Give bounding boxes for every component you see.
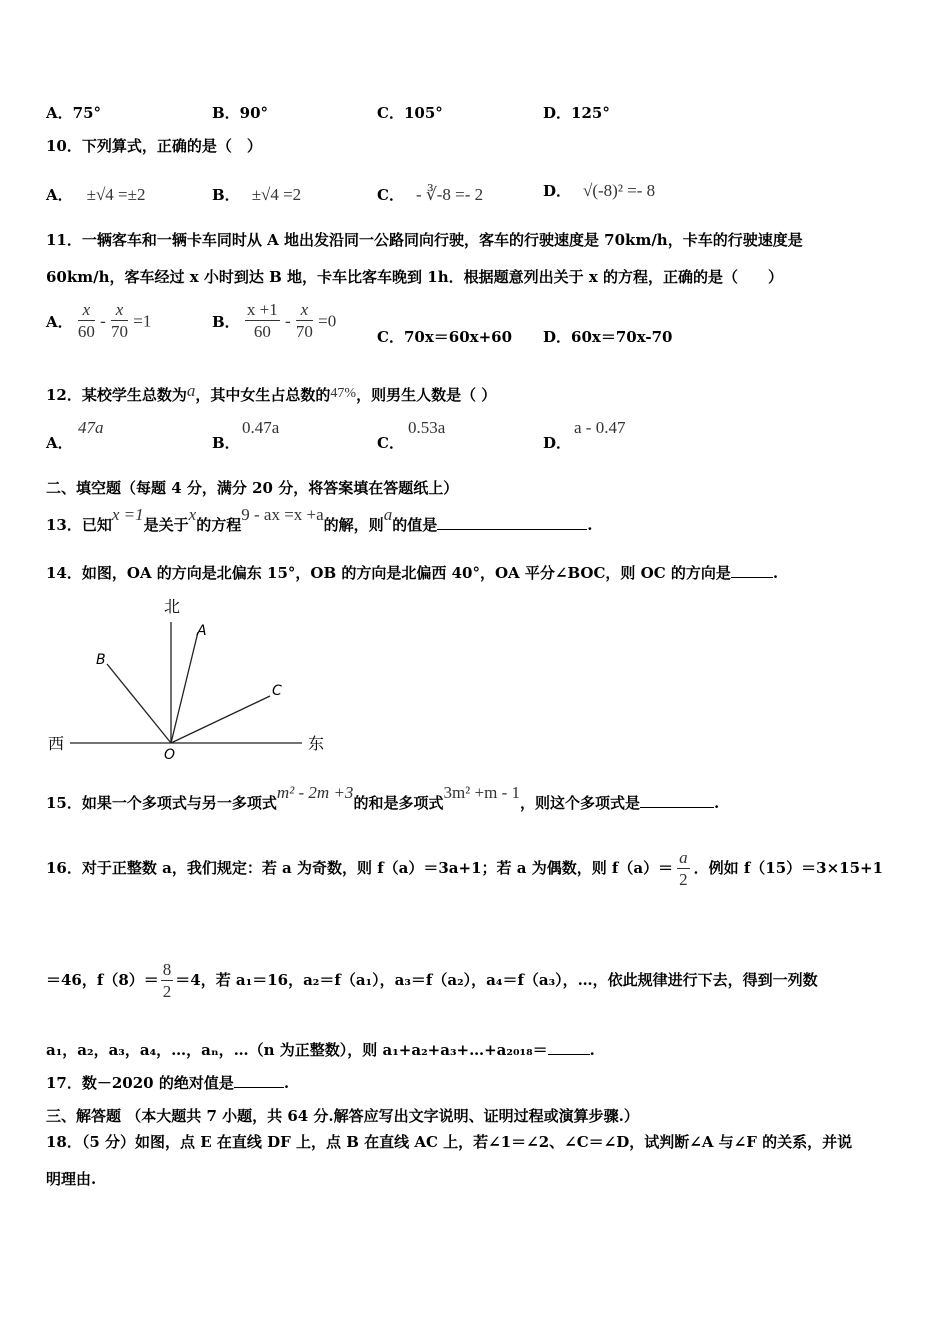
q17-text: 17．数－2020 的绝对值是 [46,1074,234,1092]
label-b: B [96,652,106,668]
q11-b-frac-1 [245,300,280,343]
q9-option-c: C．105° [377,104,443,122]
q18-line-2: 明理由. [46,1170,97,1188]
q14-answer-blank[interactable] [731,562,773,578]
q12-option-c-label: C． [377,434,404,452]
q12-stem-c: ，则男生人数是（ ） [356,386,497,404]
q18-line-1: 18．（5 分）如图，点 E 在直线 DF 上，点 B 在直线 AC 上，若∠1＝∠2、∠C＝∠D，试判断∠A 与∠F 的关系，并说 [46,1133,853,1151]
q12-stem-a: 12．某校学生总数为 [46,386,187,404]
q16-line-1 [46,840,883,896]
q13-m2: x [188,505,197,524]
q16-p2: ．例如 f（15）＝3×15+1 [693,859,884,877]
q15-m1: m² - 2m +3 [276,783,354,802]
q13-p4: 的解，则 [323,516,384,534]
q10-option-a [46,184,145,205]
q11-b-num-1: x +1 [246,300,278,319]
q16-frac-2-den: 2 [162,981,172,1001]
q10-option-d [543,180,655,201]
q10-c-math: - ∛-8 =- 2 [415,185,484,204]
section-2-heading: 二、填空题（每题 4 分，满分 20 分，将答案填在答题纸上） [46,479,459,497]
q16-line-3 [46,1039,595,1060]
ray-ob [107,664,171,743]
q12-stem-b: ，其中女生占总数的 [195,386,331,404]
q10-stem: 10．下列算式，正确的是（ ） [46,137,262,155]
q13-m1: x =1 [111,505,144,524]
q12-option-d-label: D． [543,434,572,452]
q17 [46,1072,289,1093]
q10-option-c [377,184,483,205]
q16-frac-1-num: a [679,847,688,867]
q12-option-c-value: 0.53a [408,418,446,437]
ray-oa [171,632,198,743]
q12-var: a [186,381,196,400]
q11-line-1: 11．一辆客车和一辆卡车同时从 A 地出发沿同一公路同向行驶，客车的行驶速度是 70km/h，卡车的行驶速度是 [46,231,803,249]
q16-frac-2 [161,960,174,1003]
q13-p1: 13．已知 [46,516,112,534]
q12-option-b-label: B． [212,434,240,452]
section-3-heading: 三、解答题 （本大题共 7 小题，共 64 分.解答应写出文字说明、证明过程或演算步骤.） [46,1107,639,1125]
q15-p2: 的和是多项式 [353,794,444,812]
q11-option-b [212,300,336,343]
q11-a-frac-1 [78,300,95,343]
q11-b-frac-2 [296,300,313,343]
q15-p1: 15．如果一个多项式与另一多项式 [46,794,277,812]
q15-end: . [714,794,720,812]
q14-end: . [772,564,779,582]
q10-c-label: C． [377,186,404,204]
q11-option-d: D．60x＝70x-70 [543,328,673,346]
q10-b-label: B． [212,186,240,204]
q13-m4: a [383,505,393,524]
q10-d-math: √(-8)² =- 8 [583,181,656,200]
q12-stem [46,381,497,407]
label-west: 西 [48,734,65,753]
q11-b-den-2: 70 [295,322,313,341]
q10-d-label: D． [543,182,572,200]
q11-b-rhs: =0 [318,311,337,331]
ray-oc [171,696,270,743]
q10-b-math: ±√4 =2 [251,185,302,204]
q15-p3: ，则这个多项式是 [520,794,641,812]
q16-end: . [589,1041,595,1059]
label-o: O [164,747,176,763]
q11-a-num-2: x [111,300,128,321]
label-c: C [272,683,282,699]
label-a: A [197,623,207,639]
q14 [46,562,778,583]
q10-option-b [212,184,301,205]
q11-line-2: 60km/h，客车经过 x 小时到达 B 地，卡车比客车晚到 1h．根据题意列出关于 x 的方程，正确的是（ ） [46,268,783,286]
q11-option-c: C．70x＝60x+60 [377,328,513,346]
label-north: 北 [164,597,181,616]
q11-a-den-2: 70 [111,322,129,341]
q12-pct: 47% [330,386,357,401]
q17-end: . [283,1074,290,1092]
q16-line-2-a: ＝46，f（8）＝ [46,971,159,989]
direction-figure [40,592,340,772]
q16-line-2-b: ＝4，若 a₁＝16，a₂＝f（a₁），a₃＝f（a₂），a₄＝f（a₃），…，依此规律进行下去，得到一列数 [175,971,818,989]
q16-frac-1-den: 2 [679,869,688,889]
q13-p2: 是关于 [143,516,189,534]
q16-frac-2-num: 8 [162,959,172,979]
q11-b-op: - [285,311,291,331]
q15-m2: 3m² +m - 1 [443,783,520,802]
q10-a-math: ±√4 =±2 [86,185,146,204]
q13-answer-blank[interactable] [437,514,587,530]
q16-frac-1 [677,848,690,891]
q11-b-den-1: 60 [253,322,271,341]
q12-option-d-value: a - 0.47 [574,418,626,437]
q12-option-a-label: A． [46,434,73,452]
q11-a-rhs: =1 [133,311,152,331]
q9-option-a: A．75° [46,104,102,122]
q9-option-b: B．90° [212,104,269,122]
q13-m3: 9 - ax =x +a [241,505,324,524]
q11-a-frac-2 [111,300,128,343]
q10-a-label: A． [46,186,73,204]
q15 [46,783,720,813]
q15-answer-blank[interactable] [640,792,714,808]
q16-line-2 [46,952,818,1008]
q9-option-d: D．125° [543,104,610,122]
label-east: 东 [308,734,325,753]
q11-b-label: B． [212,313,240,331]
q11-a-den-1: 60 [77,322,95,341]
q16-line-3-text: a₁，a₂，a₃，a₄，…，aₙ，…（n 为正整数），则 a₁+a₂+a₃+…+a₂₀₁₈＝ [46,1041,548,1059]
q11-a-num-1: x [78,300,95,321]
q16-p1: 16．对于正整数 a，我们规定：若 a 为奇数，则 f（a）＝3a+1；若 a 为偶数，则 f（a）＝ [46,859,674,877]
q11-a-label: A． [46,313,73,331]
q13-p5: 的值是 [392,516,438,534]
q16-answer-blank[interactable] [548,1039,590,1055]
q12-option-a-value: 47a [78,418,104,437]
q11-option-a [46,300,151,343]
q13-end: . [587,516,593,534]
q13-p3: 的方程 [196,516,242,534]
q11-b-num-2: x [296,300,313,321]
q12-option-b-value: 0.47a [242,418,280,437]
q11-a-op: - [100,311,106,331]
q14-text: 14．如图，OA 的方向是北偏东 15°，OB 的方向是北偏西 40°，OA 平分∠BOC，则 OC 的方向是 [46,564,731,582]
q17-answer-blank[interactable] [234,1072,284,1088]
q13 [46,505,593,535]
